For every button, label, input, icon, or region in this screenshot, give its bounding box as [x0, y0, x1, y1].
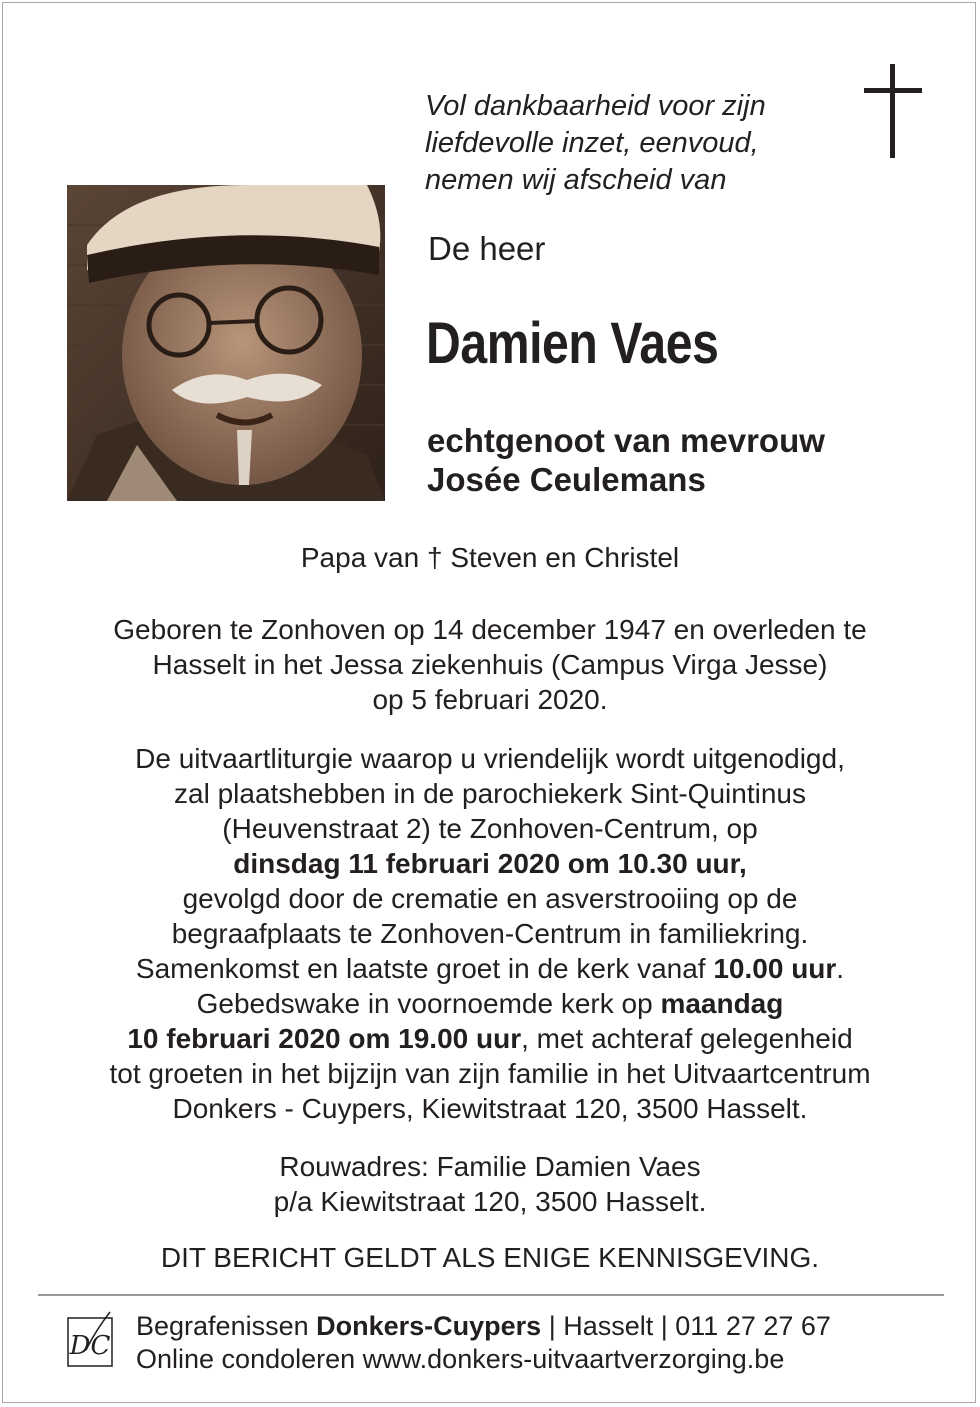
intro-text: Vol dankbaarheid voor zijn liefdevolle inzet, eenvoud, nemen wij afscheid van — [425, 90, 766, 196]
birth-death-paragraph — [40, 612, 940, 717]
company-name: Donkers-Cuypers — [316, 1311, 542, 1341]
liturgy-line-5: gevolgd door de crematie en asverstrooiing op de — [182, 883, 798, 914]
funeral-home-logo — [66, 1310, 120, 1370]
mourning-address — [40, 1149, 940, 1219]
salutation: De heer — [428, 230, 546, 267]
liturgy-line-6: begraafplaats te Zonhoven-Centrum in familiekring. — [171, 918, 809, 949]
wake-date: 10 februari 2020 om 19.00 uur — [127, 1023, 522, 1054]
birth-line-1: Geboren te Zonhoven op 14 december 1947 en overleden te — [113, 614, 867, 645]
footer-line-1: Begrafenissen Donkers-Cuypers | Hasselt | 011 27 27 67 — [136, 1311, 831, 1341]
address-line-2: p/a Kiewitstraat 120, 3500 Hasselt. — [273, 1186, 707, 1217]
wake-line-1: Gebedswake in voornoemde kerk op maandag — [196, 988, 784, 1019]
wake-line-2: 10 februari 2020 om 19.00 uur, met achteraf gelegenheid — [127, 1023, 853, 1054]
footer — [136, 1310, 831, 1376]
spouse-line-1: echtgenoot van mevrouw — [427, 422, 825, 459]
portrait-photo — [67, 185, 385, 501]
birth-line-2: Hasselt in het Jessa ziekenhuis (Campus Virga Jesse) — [152, 649, 828, 680]
spouse-line-2: Josée Ceulemans — [427, 461, 706, 498]
liturgy-line-2: zal plaatshebben in de parochiekerk Sint-Quintinus — [174, 778, 806, 809]
footer-line-2[interactable]: Online condoleren www.donkers-uitvaartverzorging.be — [136, 1344, 785, 1374]
spouse-info — [427, 421, 825, 499]
gathering-line: Samenkomst en laatste groet in de kerk vanaf 10.00 uur. — [135, 953, 845, 984]
liturgy-line-1: De uitvaartliturgie waarop u vriendelijk wordt uitgenodigd, — [135, 743, 845, 774]
liturgy-line-11: Donkers - Cuypers, Kiewitstraat 120, 3500 Hasselt. — [172, 1093, 808, 1124]
liturgy-line-3: (Heuvenstraat 2) te Zonhoven-Centrum, op — [222, 813, 758, 844]
address-line-1: Rouwadres: Familie Damien Vaes — [279, 1151, 701, 1182]
birth-line-3: op 5 februari 2020. — [372, 684, 608, 715]
children-line: Papa van † Steven en Christel — [300, 542, 680, 573]
footer-divider — [38, 1294, 944, 1296]
liturgy-paragraph — [40, 741, 940, 1126]
liturgy-date: dinsdag 11 februari 2020 om 10.30 uur, — [233, 848, 747, 879]
notice-text: DIT BERICHT GELDT ALS ENIGE KENNISGEVING. — [160, 1242, 820, 1273]
deceased-name: Damien Vaes — [426, 311, 719, 376]
logo-letters: DC — [69, 1331, 111, 1361]
gathering-time: 10.00 uur — [713, 953, 837, 984]
cross-icon — [864, 64, 922, 160]
liturgy-line-10: tot groeten in het bijzijn van zijn familie in het Uitvaartcentrum — [109, 1058, 871, 1089]
wake-day: maandag — [660, 988, 784, 1019]
